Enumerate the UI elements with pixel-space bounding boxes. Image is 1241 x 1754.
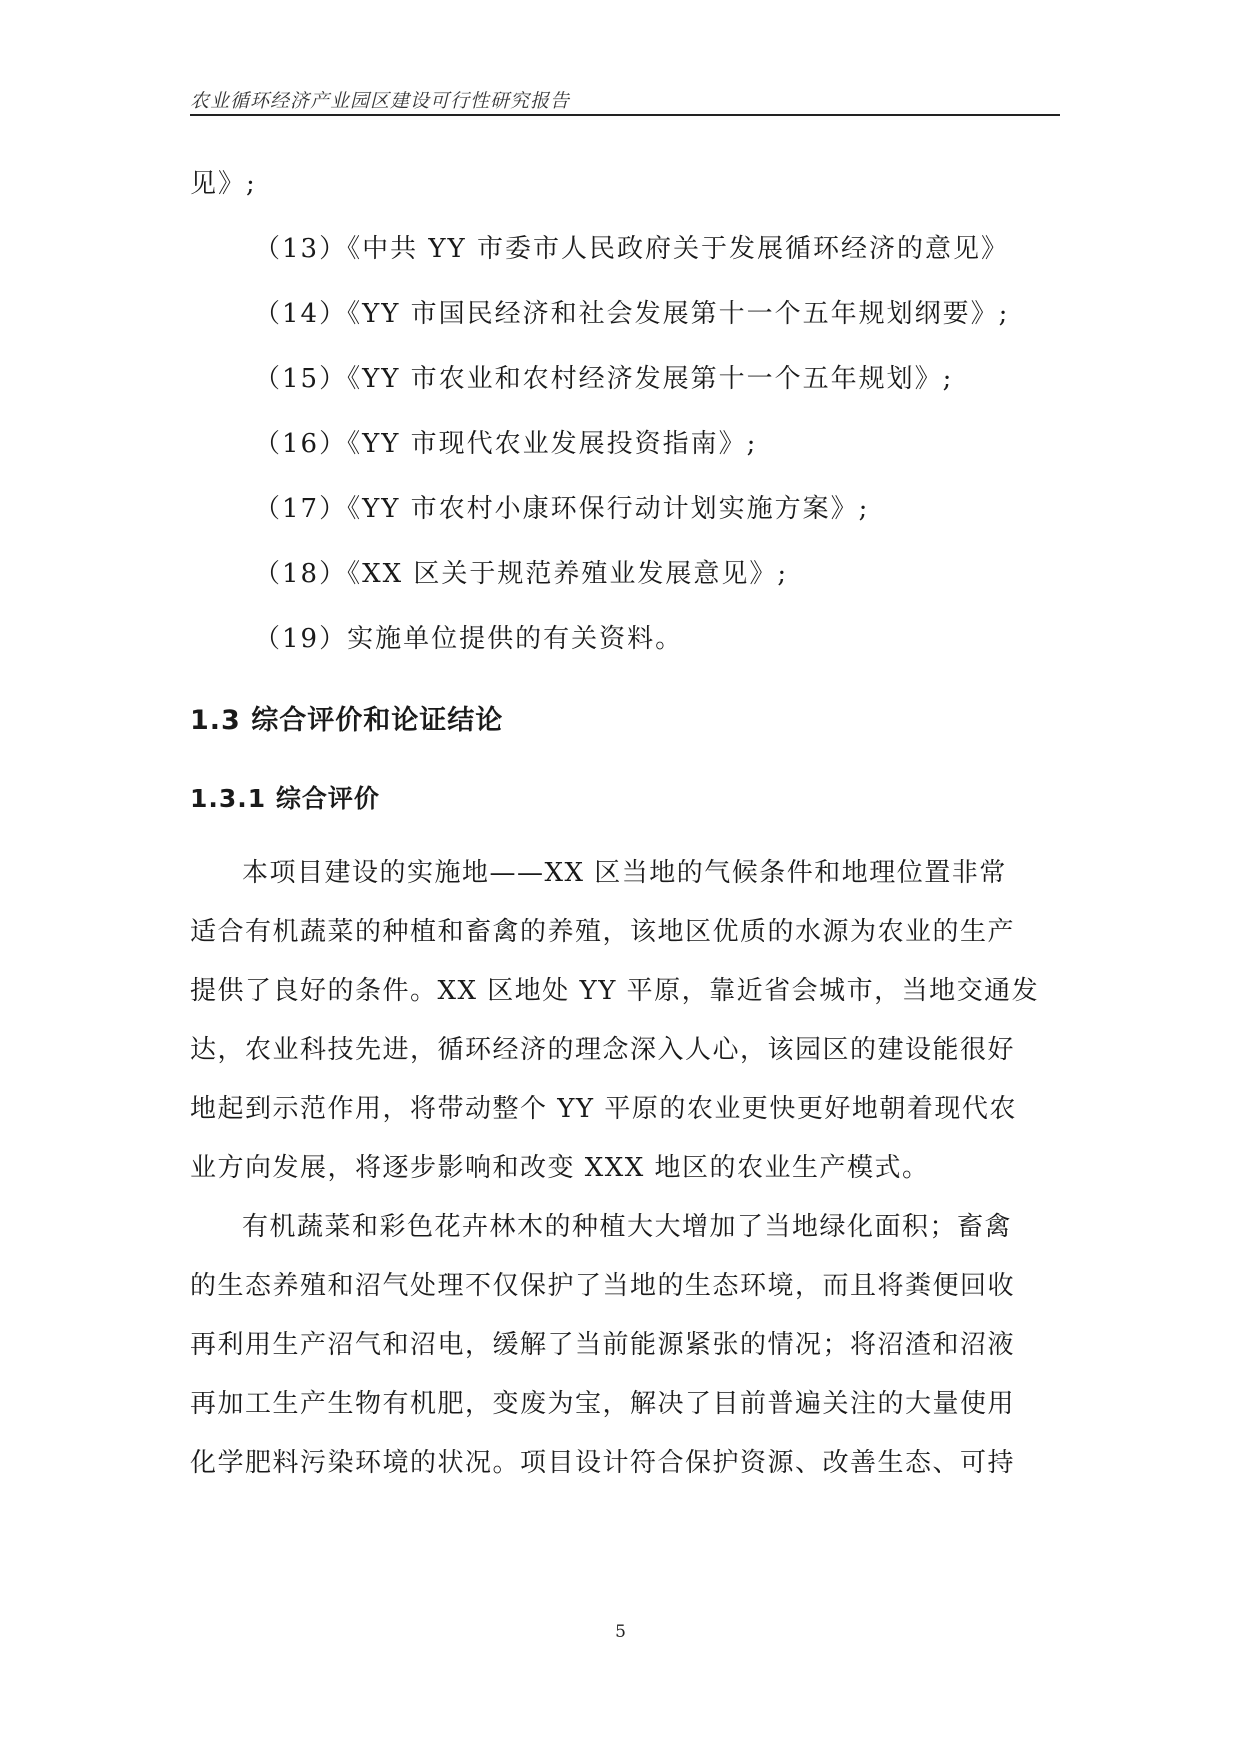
paragraph-evaluation-1	[190, 844, 1060, 1198]
reference-item-15: （15）《YY 市农业和农村经济发展第十一个五年规划》;	[254, 364, 954, 394]
paragraph-line: 提供了良好的条件。XX 区地处 YY 平原，靠近省会城市，当地交通发	[190, 976, 1040, 1006]
paragraph-evaluation-2	[190, 1198, 1060, 1493]
paragraph-line: 本项目建设的实施地——XX 区当地的气候条件和地理位置非常	[242, 858, 1007, 888]
paragraph-line: 适合有机蔬菜的种植和畜禽的养殖，该地区优质的水源为农业的生产	[190, 917, 1016, 947]
paragraph-line: 化学肥料污染环境的状况。项目设计符合保护资源、改善生态、可持	[190, 1448, 1016, 1478]
reference-item-18: （18）《XX 区关于规范养殖业发展意见》;	[254, 559, 789, 589]
paragraph-line: 有机蔬菜和彩色花卉林木的种植大大增加了当地绿化面积；畜禽	[242, 1212, 1013, 1242]
reference-item-14: （14）《YY 市国民经济和社会发展第十一个五年规划纲要》;	[254, 299, 1010, 329]
subsection-heading: 1.3.1 综合评价	[190, 784, 380, 813]
reference-item-13: （13）《中共 YY 市委市人民政府关于发展循环经济的意见》	[254, 234, 1009, 264]
reference-item-16: （16）《YY 市现代农业发展投资指南》;	[254, 429, 758, 459]
reference-item-19: （19）实施单位提供的有关资料。	[254, 624, 684, 654]
paragraph-line: 再加工生产生物有机肥，变废为宝，解决了目前普遍关注的大量使用	[190, 1389, 1016, 1419]
paragraph-line: 业方向发展，将逐步影响和改变 XXX 地区的农业生产模式。	[190, 1153, 930, 1183]
document-title: 农业循环经济产业园区建设可行性研究报告	[190, 90, 571, 112]
paragraph-line: 地起到示范作用，将带动整个 YY 平原的农业更快更好地朝着现代农	[190, 1094, 1017, 1124]
page-number: 5	[615, 1622, 626, 1642]
section-heading: 1.3 综合评价和论证结论	[190, 705, 504, 736]
page-header	[190, 84, 1060, 116]
page-body	[190, 152, 1060, 1493]
reference-continuation: 见》;	[190, 169, 257, 199]
paragraph-line: 再利用生产沼气和沼电，缓解了当前能源紧张的情况；将沼渣和沼液	[190, 1330, 1016, 1360]
paragraph-line: 的生态养殖和沼气处理不仅保护了当地的生态环境，而且将粪便回收	[190, 1271, 1016, 1301]
reference-item-17: （17）《YY 市农村小康环保行动计划实施方案》;	[254, 494, 870, 524]
paragraph-line: 达，农业科技先进，循环经济的理念深入人心，该园区的建设能很好	[190, 1035, 1016, 1065]
